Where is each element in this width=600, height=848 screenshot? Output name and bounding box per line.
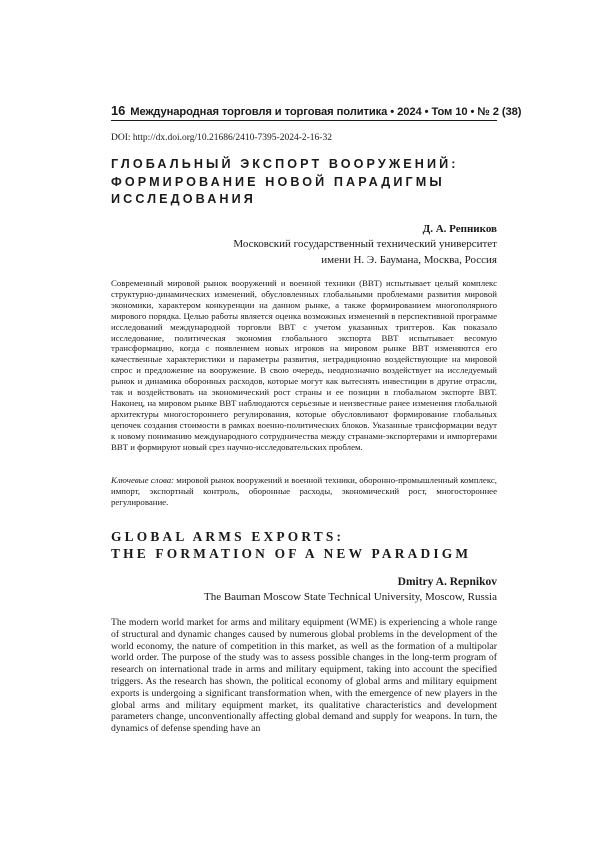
ru-keywords (111, 475, 497, 508)
keywords-text: мировой рынок вооружений и военной техники, оборонно-промышленный комплекс, импорт, экспортный контроль, оборонные расходы, экономический рост, многостороннее регулирование. (111, 475, 497, 507)
en-abstract-text: The modern world market for arms and military equipment (WME) is experiencing a whole range of structural and dynamic changes caused by numerous global problems in the development of the world economy, the nature of competition in this market, as well as the formation of a multipolar world order. The purpose of the study was to assess possible changes in the long-term program of research on international trade in arms and military equipment, taking into account the specified triggers. As the research has shown, the political economy of global arms and military equipment exports is undergoing a significant transformation when, with the emergence of new players in the global arms and military equipment market, its qualitative characteristics and development parameters change, unconventionally affecting global demand and supply for weapons. In turn, the dynamics of defense spending have an (111, 617, 497, 735)
en-title-line: THE FORMATION OF A NEW PARADIGM (111, 546, 472, 561)
journal-title: Международная торговля и торговая политика • 2024 • Том 10 • № 2 (38) (130, 106, 522, 118)
en-affiliation: The Bauman Moscow State Technical University, Moscow, Russia (203, 591, 497, 603)
header-rule (111, 120, 497, 121)
ru-article-title (111, 156, 531, 209)
ru-title-line: ФОРМИРОВАНИЕ НОВОЙ ПАРАДИГМЫ (111, 174, 445, 189)
ru-title-line: ИССЛЕДОВАНИЯ (111, 192, 256, 206)
doi-line[interactable]: DOI: http://dx.doi.org/10.21686/2410-7395-2024-2-16-32 (111, 133, 332, 143)
en-author-name: Dmitry A. Repnikov (397, 576, 497, 588)
ru-abstract (111, 278, 497, 453)
ru-author-name: Д. А. Репников (422, 223, 497, 235)
en-title-line: GLOBAL ARMS EXPORTS: (111, 529, 345, 544)
ru-affiliation-line: имени Н. Э. Баумана, Москва, Россия (321, 253, 497, 266)
ru-abstract-text: Современный мировой рынок вооружений и военной техники (ВВТ) испытывает целый комплекс структурно-динамических изменений, обусловленных глобальными проблемами развития мировой экономики, характером конкуренции на данном рынке, а также формированием многополярного мирового порядка. Целью работы является оценка возможных изменений в перспективной программе исследований международной торговли ВВТ с учетом указанных триггеров. Как показало исследование, политическая экономия глобального экспорта ВВТ испытывает весомую трансформацию, когда с появлением новых игроков на мировом рынке ВВТ изменяются его качественные характеристики и параметры развития, нетрадиционно воздействующие на мировой спрос и предложение на вооружение. В свою очередь, неоднозначно воздействует на исследуемый рынок и динамика оборонных расходов, которые могут как вытеснять инвестиции в другие отрасли, так и воздействовать на экономический рост страны и ее позиции в глобальном экспорте ВВТ. Наконец, на мировом рынке ВВТ наблюдаются серьезные и неизвестные ранее изменения глобальной архитектуры многостороннего регулирования, которые обусловливают формирование глобальных цепочек создания стоимости в рамках военно-политических блоков. Указанные трансформации ведут к новому пониманию международного сотрудничества между странами-экспортерами и импортерами ВВТ и формируют новый срез научно-исследовательских проблем. (111, 278, 497, 452)
en-abstract (111, 617, 497, 735)
running-header (111, 103, 522, 118)
ru-affiliation-line: Московский государственный технический университет (233, 238, 497, 250)
en-author-block (204, 575, 497, 606)
en-article-title (111, 528, 531, 562)
page-number: 16 (111, 103, 126, 118)
ru-title-line: ГЛОБАЛЬНЫЙ ЭКСПОРТ ВООРУЖЕНИЙ: (111, 157, 459, 171)
keywords-label: Ключевые слова: (111, 475, 175, 485)
ru-author-block (233, 222, 497, 268)
